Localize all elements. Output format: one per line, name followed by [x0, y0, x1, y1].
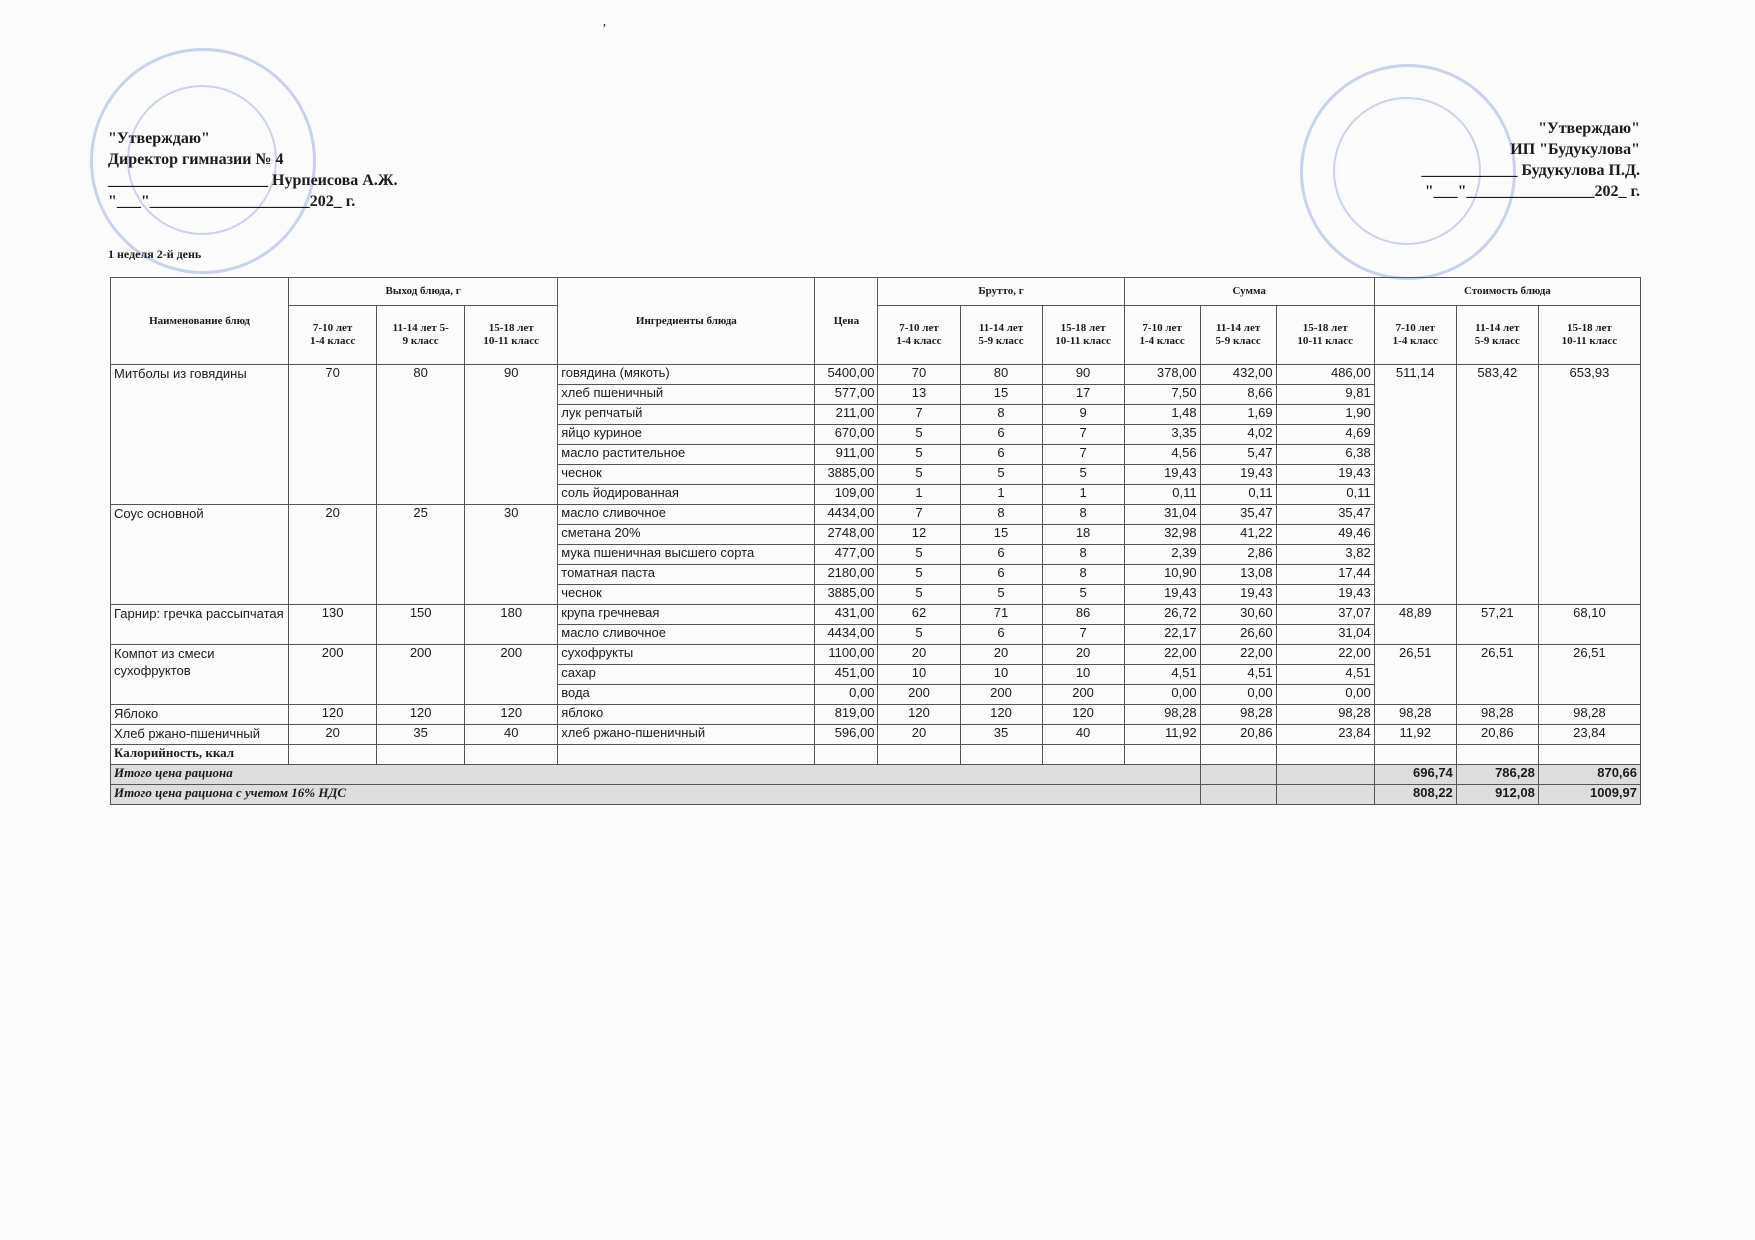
- ingredient-price: 431,00: [815, 605, 878, 625]
- gross-value: 5: [960, 585, 1042, 605]
- ingredient-name: крупа гречневая: [558, 605, 815, 625]
- sum-value: 49,46: [1276, 525, 1374, 545]
- total-value: 870,66: [1538, 765, 1640, 785]
- table-row: [111, 605, 1641, 625]
- dish-yield: 200: [289, 645, 377, 705]
- gross-value: 5: [878, 425, 960, 445]
- gross-value: 13: [878, 385, 960, 405]
- tick-mark: ʼ: [602, 22, 607, 37]
- gross-value: 5: [1042, 465, 1124, 485]
- dish-name: Компот из смеси сухофруктов: [111, 645, 289, 705]
- ingredient-price: 109,00: [815, 485, 878, 505]
- ingredient-name: вода: [558, 685, 815, 705]
- gross-value: 1: [878, 485, 960, 505]
- subheader-cell: 15-18 лет 10-11 класс: [1276, 306, 1374, 365]
- ingredient-name: томатная паста: [558, 565, 815, 585]
- gross-value: 5: [878, 565, 960, 585]
- ingredient-price: 5400,00: [815, 365, 878, 385]
- sum-value: 4,51: [1276, 665, 1374, 685]
- ingredient-name: яйцо куриное: [558, 425, 815, 445]
- dish-cost: 26,51: [1374, 645, 1456, 705]
- sum-value: 26,60: [1200, 625, 1276, 645]
- sum-value: 7,50: [1124, 385, 1200, 405]
- gross-value: 15: [960, 385, 1042, 405]
- dish-yield: 70: [289, 365, 377, 505]
- gross-value: 7: [878, 505, 960, 525]
- kcal-cell: [1276, 745, 1374, 765]
- approval-date-line: "___"____________________202_ г.: [108, 193, 356, 210]
- kcal-cell: [815, 745, 878, 765]
- approval-title: "Утверждаю": [1538, 120, 1640, 137]
- total-label: Итого цена рациона с учетом 16% НДС: [111, 785, 1201, 805]
- sum-value: 4,56: [1124, 445, 1200, 465]
- dish-yield: 40: [465, 725, 558, 745]
- gross-value: 7: [1042, 425, 1124, 445]
- sum-value: 1,90: [1276, 405, 1374, 425]
- dish-yield: 200: [465, 645, 558, 705]
- gross-value: 10: [960, 665, 1042, 685]
- kcal-cell: [1042, 745, 1124, 765]
- sum-value: 19,43: [1124, 465, 1200, 485]
- sum-value: 35,47: [1276, 505, 1374, 525]
- kcal-row: [111, 745, 1641, 765]
- gross-value: 7: [878, 405, 960, 425]
- sum-value: 41,22: [1200, 525, 1276, 545]
- subheader-cell: 11-14 лет 5-9 класс: [1456, 306, 1538, 365]
- dish-cost: 20,86: [1456, 725, 1538, 745]
- sum-value: 23,84: [1276, 725, 1374, 745]
- gross-value: 5: [878, 445, 960, 465]
- gross-value: 6: [960, 565, 1042, 585]
- ingredient-price: 3885,00: [815, 465, 878, 485]
- total-value: 808,22: [1374, 785, 1456, 805]
- ingredient-name: масло сливочное: [558, 505, 815, 525]
- menu-table: [110, 277, 1641, 805]
- sum-value: 30,60: [1200, 605, 1276, 625]
- sum-value: 3,82: [1276, 545, 1374, 565]
- sum-value: 98,28: [1124, 705, 1200, 725]
- total-vat-row: [111, 785, 1641, 805]
- sum-value: 19,43: [1276, 585, 1374, 605]
- gross-value: 15: [960, 525, 1042, 545]
- table-row: [111, 645, 1641, 665]
- gross-value: 10: [1042, 665, 1124, 685]
- gross-value: 8: [1042, 565, 1124, 585]
- sum-value: 22,00: [1276, 645, 1374, 665]
- gross-value: 6: [960, 445, 1042, 465]
- gross-value: 71: [960, 605, 1042, 625]
- header-ingredients: Ингредиенты блюда: [558, 278, 815, 365]
- ingredient-price: 819,00: [815, 705, 878, 725]
- sum-value: 19,43: [1200, 585, 1276, 605]
- dish-cost: 653,93: [1538, 365, 1640, 605]
- header-dish: Наименование блюд: [111, 278, 289, 365]
- total-empty: [1276, 765, 1374, 785]
- sum-value: 3,35: [1124, 425, 1200, 445]
- subheader-cell: 7-10 лет 1-4 класс: [1374, 306, 1456, 365]
- sum-value: 22,00: [1200, 645, 1276, 665]
- sum-value: 0,00: [1124, 685, 1200, 705]
- total-label: Итого цена рациона: [111, 765, 1201, 785]
- gross-value: 35: [960, 725, 1042, 745]
- gross-value: 5: [960, 465, 1042, 485]
- sum-value: 37,07: [1276, 605, 1374, 625]
- ingredient-name: масло сливочное: [558, 625, 815, 645]
- kcal-cell: [1374, 745, 1456, 765]
- header-sum: Сумма: [1124, 278, 1374, 306]
- sum-value: 1,48: [1124, 405, 1200, 425]
- kcal-cell: [1456, 745, 1538, 765]
- ingredient-name: яблоко: [558, 705, 815, 725]
- week-day-label: 1 неделя 2-й день: [108, 247, 202, 261]
- ingredient-name: масло растительное: [558, 445, 815, 465]
- ingredient-price: 1100,00: [815, 645, 878, 665]
- dish-cost: 11,92: [1374, 725, 1456, 745]
- ingredient-price: 577,00: [815, 385, 878, 405]
- sum-value: 19,43: [1200, 465, 1276, 485]
- sum-value: 98,28: [1276, 705, 1374, 725]
- ingredient-price: 477,00: [815, 545, 878, 565]
- dish-cost: 98,28: [1538, 705, 1640, 725]
- gross-value: 7: [1042, 445, 1124, 465]
- ingredient-name: сахар: [558, 665, 815, 685]
- gross-value: 20: [878, 645, 960, 665]
- ingredient-price: 911,00: [815, 445, 878, 465]
- dish-yield: 30: [465, 505, 558, 605]
- gross-value: 1: [1042, 485, 1124, 505]
- kcal-cell: [1200, 745, 1276, 765]
- ingredient-price: 0,00: [815, 685, 878, 705]
- approval-title: "Утверждаю": [108, 130, 210, 147]
- gross-value: 8: [1042, 545, 1124, 565]
- sum-value: 0,11: [1124, 485, 1200, 505]
- dish-name: Митболы из говядины: [111, 365, 289, 505]
- approval-org: ИП "Будукулова": [1510, 141, 1640, 158]
- ingredient-price: 4434,00: [815, 625, 878, 645]
- gross-value: 90: [1042, 365, 1124, 385]
- gross-value: 40: [1042, 725, 1124, 745]
- sum-value: 9,81: [1276, 385, 1374, 405]
- sum-value: 0,00: [1276, 685, 1374, 705]
- dish-cost: 26,51: [1456, 645, 1538, 705]
- ingredient-name: лук репчатый: [558, 405, 815, 425]
- kcal-label: Калорийность, ккал: [111, 745, 289, 765]
- ingredient-price: 596,00: [815, 725, 878, 745]
- dish-yield: 150: [377, 605, 465, 645]
- gross-value: 17: [1042, 385, 1124, 405]
- approval-name-line: ____________________ Нурпеисова А.Ж.: [108, 172, 398, 189]
- dish-cost: 511,14: [1374, 365, 1456, 605]
- total-value: 912,08: [1456, 785, 1538, 805]
- sum-value: 19,43: [1276, 465, 1374, 485]
- total-value: 786,28: [1456, 765, 1538, 785]
- table-row: [111, 365, 1641, 385]
- kcal-cell: [377, 745, 465, 765]
- gross-value: 200: [960, 685, 1042, 705]
- sum-value: 22,17: [1124, 625, 1200, 645]
- total-row: [111, 765, 1641, 785]
- table-row: [111, 705, 1641, 725]
- dish-cost: 23,84: [1538, 725, 1640, 745]
- kcal-cell: [1538, 745, 1640, 765]
- ingredient-price: 211,00: [815, 405, 878, 425]
- dish-yield: 20: [289, 725, 377, 745]
- subheader-cell: 7-10 лет 1-4 класс: [289, 306, 377, 365]
- sum-value: 98,28: [1200, 705, 1276, 725]
- sum-value: 20,86: [1200, 725, 1276, 745]
- ingredient-name: чеснок: [558, 465, 815, 485]
- sum-value: 31,04: [1124, 505, 1200, 525]
- gross-value: 80: [960, 365, 1042, 385]
- sum-value: 4,51: [1124, 665, 1200, 685]
- kcal-cell: [878, 745, 960, 765]
- ingredient-price: 4434,00: [815, 505, 878, 525]
- sum-value: 6,38: [1276, 445, 1374, 465]
- ingredient-price: 670,00: [815, 425, 878, 445]
- sum-value: 2,86: [1200, 545, 1276, 565]
- sum-value: 378,00: [1124, 365, 1200, 385]
- sum-value: 0,11: [1276, 485, 1374, 505]
- subheader-cell: 15-18 лет 10-11 класс: [1538, 306, 1640, 365]
- gross-value: 120: [1042, 705, 1124, 725]
- gross-value: 62: [878, 605, 960, 625]
- gross-value: 6: [960, 425, 1042, 445]
- sum-value: 4,02: [1200, 425, 1276, 445]
- approval-date-line: "___"________________202_ г.: [1424, 183, 1640, 200]
- gross-value: 5: [878, 585, 960, 605]
- sum-value: 11,92: [1124, 725, 1200, 745]
- approval-block-right: [1421, 118, 1640, 202]
- sum-value: 22,00: [1124, 645, 1200, 665]
- subheader-cell: 7-10 лет 1-4 класс: [1124, 306, 1200, 365]
- header-gross: Брутто, г: [878, 278, 1124, 306]
- kcal-cell: [960, 745, 1042, 765]
- gross-value: 20: [960, 645, 1042, 665]
- dish-yield: 200: [377, 645, 465, 705]
- total-empty: [1200, 765, 1276, 785]
- gross-value: 20: [1042, 645, 1124, 665]
- approval-position: Директор гимназии № 4: [108, 151, 284, 168]
- gross-value: 200: [1042, 685, 1124, 705]
- ingredient-price: 3885,00: [815, 585, 878, 605]
- sum-value: 0,11: [1200, 485, 1276, 505]
- subheader-cell: 11-14 лет 5-9 класс: [1200, 306, 1276, 365]
- dish-name: Хлеб ржано-пшеничный: [111, 725, 289, 745]
- sum-value: 432,00: [1200, 365, 1276, 385]
- kcal-cell: [465, 745, 558, 765]
- gross-value: 18: [1042, 525, 1124, 545]
- total-value: 1009,97: [1538, 785, 1640, 805]
- sum-value: 8,66: [1200, 385, 1276, 405]
- gross-value: 20: [878, 725, 960, 745]
- gross-value: 86: [1042, 605, 1124, 625]
- dish-cost: 583,42: [1456, 365, 1538, 605]
- dish-yield: 90: [465, 365, 558, 505]
- gross-value: 120: [878, 705, 960, 725]
- sum-value: 13,08: [1200, 565, 1276, 585]
- subheader-cell: 15-18 лет 10-11 класс: [1042, 306, 1124, 365]
- gross-value: 6: [960, 545, 1042, 565]
- ingredient-name: хлеб ржано-пшеничный: [558, 725, 815, 745]
- ingredient-name: говядина (мякоть): [558, 365, 815, 385]
- sum-value: 5,47: [1200, 445, 1276, 465]
- gross-value: 200: [878, 685, 960, 705]
- kcal-cell: [289, 745, 377, 765]
- dish-yield: 120: [465, 705, 558, 725]
- ingredient-price: 2180,00: [815, 565, 878, 585]
- dish-name: Яблоко: [111, 705, 289, 725]
- dish-name: Соус основной: [111, 505, 289, 605]
- sum-value: 4,69: [1276, 425, 1374, 445]
- gross-value: 8: [1042, 505, 1124, 525]
- header-yield: Выход блюда, г: [289, 278, 558, 306]
- gross-value: 5: [878, 465, 960, 485]
- approval-name-line: ____________ Будукулова П.Д.: [1421, 162, 1640, 179]
- sum-value: 26,72: [1124, 605, 1200, 625]
- gross-value: 5: [878, 545, 960, 565]
- dish-yield: 130: [289, 605, 377, 645]
- sum-value: 0,00: [1200, 685, 1276, 705]
- ingredient-name: чеснок: [558, 585, 815, 605]
- sum-value: 10,90: [1124, 565, 1200, 585]
- sum-value: 4,51: [1200, 665, 1276, 685]
- dish-yield: 80: [377, 365, 465, 505]
- gross-value: 6: [960, 625, 1042, 645]
- table-row: [111, 725, 1641, 745]
- gross-value: 5: [1042, 585, 1124, 605]
- subheader-cell: 11-14 лет 5-9 класс: [960, 306, 1042, 365]
- gross-value: 7: [1042, 625, 1124, 645]
- subheader-cell: 11-14 лет 5- 9 класс: [377, 306, 465, 365]
- sum-value: 486,00: [1276, 365, 1374, 385]
- sum-value: 17,44: [1276, 565, 1374, 585]
- dish-yield: 180: [465, 605, 558, 645]
- total-empty: [1200, 785, 1276, 805]
- gross-value: 12: [878, 525, 960, 545]
- gross-value: 8: [960, 405, 1042, 425]
- dish-cost: 98,28: [1456, 705, 1538, 725]
- gross-value: 120: [960, 705, 1042, 725]
- gross-value: 9: [1042, 405, 1124, 425]
- sum-value: 35,47: [1200, 505, 1276, 525]
- ingredient-name: хлеб пшеничный: [558, 385, 815, 405]
- kcal-cell: [558, 745, 815, 765]
- sum-value: 31,04: [1276, 625, 1374, 645]
- dish-cost: 68,10: [1538, 605, 1640, 645]
- ingredient-name: мука пшеничная высшего сорта: [558, 545, 815, 565]
- ingredient-name: сухофрукты: [558, 645, 815, 665]
- gross-value: 5: [878, 625, 960, 645]
- kcal-cell: [1124, 745, 1200, 765]
- subheader-cell: 7-10 лет 1-4 класс: [878, 306, 960, 365]
- gross-value: 10: [878, 665, 960, 685]
- approval-block-left: [108, 128, 398, 212]
- dish-yield: 120: [289, 705, 377, 725]
- dish-cost: 98,28: [1374, 705, 1456, 725]
- subheader-cell: 15-18 лет 10-11 класс: [465, 306, 558, 365]
- dish-name: Гарнир: гречка рассыпчатая: [111, 605, 289, 645]
- header-price: Цена: [815, 278, 878, 365]
- dish-cost: 57,21: [1456, 605, 1538, 645]
- total-value: 696,74: [1374, 765, 1456, 785]
- gross-value: 70: [878, 365, 960, 385]
- dish-yield: 120: [377, 705, 465, 725]
- total-empty: [1276, 785, 1374, 805]
- dish-cost: 48,89: [1374, 605, 1456, 645]
- gross-value: 1: [960, 485, 1042, 505]
- ingredient-price: 2748,00: [815, 525, 878, 545]
- sum-value: 19,43: [1124, 585, 1200, 605]
- menu-table-body: [111, 365, 1641, 805]
- dish-cost: 26,51: [1538, 645, 1640, 705]
- ingredient-name: сметана 20%: [558, 525, 815, 545]
- ingredient-name: соль йодированная: [558, 485, 815, 505]
- sum-value: 32,98: [1124, 525, 1200, 545]
- dish-yield: 25: [377, 505, 465, 605]
- sum-value: 2,39: [1124, 545, 1200, 565]
- dish-yield: 20: [289, 505, 377, 605]
- gross-value: 8: [960, 505, 1042, 525]
- header-cost: Стоимость блюда: [1374, 278, 1640, 306]
- ingredient-price: 451,00: [815, 665, 878, 685]
- sum-value: 1,69: [1200, 405, 1276, 425]
- dish-yield: 35: [377, 725, 465, 745]
